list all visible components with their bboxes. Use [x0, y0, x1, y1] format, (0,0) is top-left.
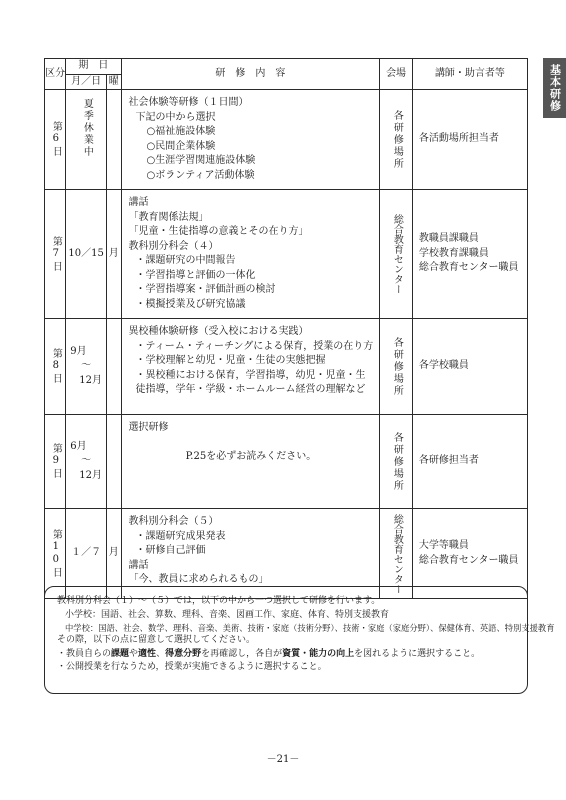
row-yobi: [107, 415, 122, 509]
row-lecturer: 各研修担当者: [412, 415, 527, 509]
header-kaijo: 会場: [380, 59, 413, 90]
section-tab: 基本研修: [543, 58, 566, 118]
table-row: [45, 90, 528, 190]
row-date: 夏季休業中: [81, 98, 93, 158]
row-kubun: 第6日: [50, 121, 62, 158]
row-lecturer: 各学校職員: [412, 319, 527, 415]
row-content: 社会体験等研修（１日間） 下記の中から選択 ○福祉施設体験 ○民間企業体験 ○生涯学習関連施設体験 ○ボランティア活動体験: [121, 90, 380, 190]
header-koshi: 講師・助言者等: [412, 59, 527, 90]
row-place: 各研修場所: [391, 431, 403, 492]
row-kubun: 第8日: [50, 348, 62, 385]
row-lecturer: 各活動場所担当者: [412, 90, 527, 190]
note-line: 中学校：国語、社会、数学、理科、音楽、美術、技術・家庭（技術分野）、技術・家庭（家庭分野）、保健体育、英語、特別支援教育: [65, 623, 555, 633]
row-date: 9月 ～ 12月: [66, 319, 107, 415]
table-row: [45, 190, 528, 319]
table-row: [45, 415, 528, 509]
row-kubun: 第9日: [50, 443, 62, 480]
row-place: 総合教育センター: [391, 513, 403, 594]
row-date: 6月 ～ 12月: [66, 415, 107, 509]
row-yobi: 月: [107, 509, 122, 599]
row-kubun: 第10日: [50, 528, 62, 579]
header-naiyo: 研 修 内 容: [121, 59, 380, 90]
row-kubun: 第7日: [50, 235, 62, 273]
row-lecturer: 教職員課職員 学校教育課職員 総合教育センター職員: [412, 190, 527, 319]
row-content: 講話 「教育関係法規」 「児童・生徒指導の意義とその在り方」 教科別分科会（４） ・課題研究の中間報告 ・学習指導と評価の一体化 ・学習指導案・評価計画の検討 ・模擬授業及び研究協議: [121, 190, 380, 319]
note-line: 小学校：国語、社会、算数、理科、音楽、図画工作、家庭、体育、特別支援教育: [65, 609, 390, 620]
header-yobi: 曜: [107, 74, 122, 90]
header-tsukihi: 月／日: [66, 74, 107, 90]
table-row: [45, 509, 528, 599]
header-kijitsu: 期 日: [66, 59, 121, 75]
note-line: 教科別分科会（１）～（５）では，以下の中から一つ選択して研修を行います。: [57, 596, 381, 606]
header-kubun: 区分: [45, 59, 66, 90]
note-line: その際，以下の点に留意して選択してください。: [57, 635, 256, 646]
row-lecturer: 大学等職員 総合教育センター職員: [412, 509, 527, 599]
row-content: 選択研修 P.25を必ずお読みください。: [121, 415, 380, 509]
row-content: 異校種体験研修（受入校における実践） ・ティーム・ティーチングによる保育，授業の在り方 ・学校理解と幼児・児童・生徒の実態把握 ・異校種における保育，学習指導，幼児・児童・生徒指導，学年・学級・ホームルーム経営の理解など: [121, 319, 380, 415]
note-box: [44, 586, 555, 694]
schedule-table: [44, 58, 528, 599]
row-place: 総合教育センター: [391, 214, 403, 294]
row-yobi: [107, 319, 122, 415]
note-line: ・公開授業を行なうため，授業が実施できるように選択すること。: [57, 662, 327, 673]
table-row: [45, 319, 528, 415]
row-yobi: 月: [107, 190, 122, 319]
note-line: ・教員自らの課題や適性、得意分野を再確認し，各自が資質・能力の向上を図れるように選択すること。: [57, 648, 481, 659]
row-place: 各研修場所: [391, 109, 403, 170]
page-number: －21－: [266, 754, 300, 765]
row-yobi: [107, 90, 122, 190]
row-place: 各研修場所: [391, 336, 403, 397]
reference-note: P.25を必ずお読みください。: [185, 450, 317, 462]
row-date: １／７: [66, 509, 107, 599]
row-date: 10／15: [66, 190, 107, 319]
row-content: 教科別分科会（５） ・課題研究成果発表 ・研修自己評価 講話 「今、教員に求められるもの」: [121, 509, 380, 599]
